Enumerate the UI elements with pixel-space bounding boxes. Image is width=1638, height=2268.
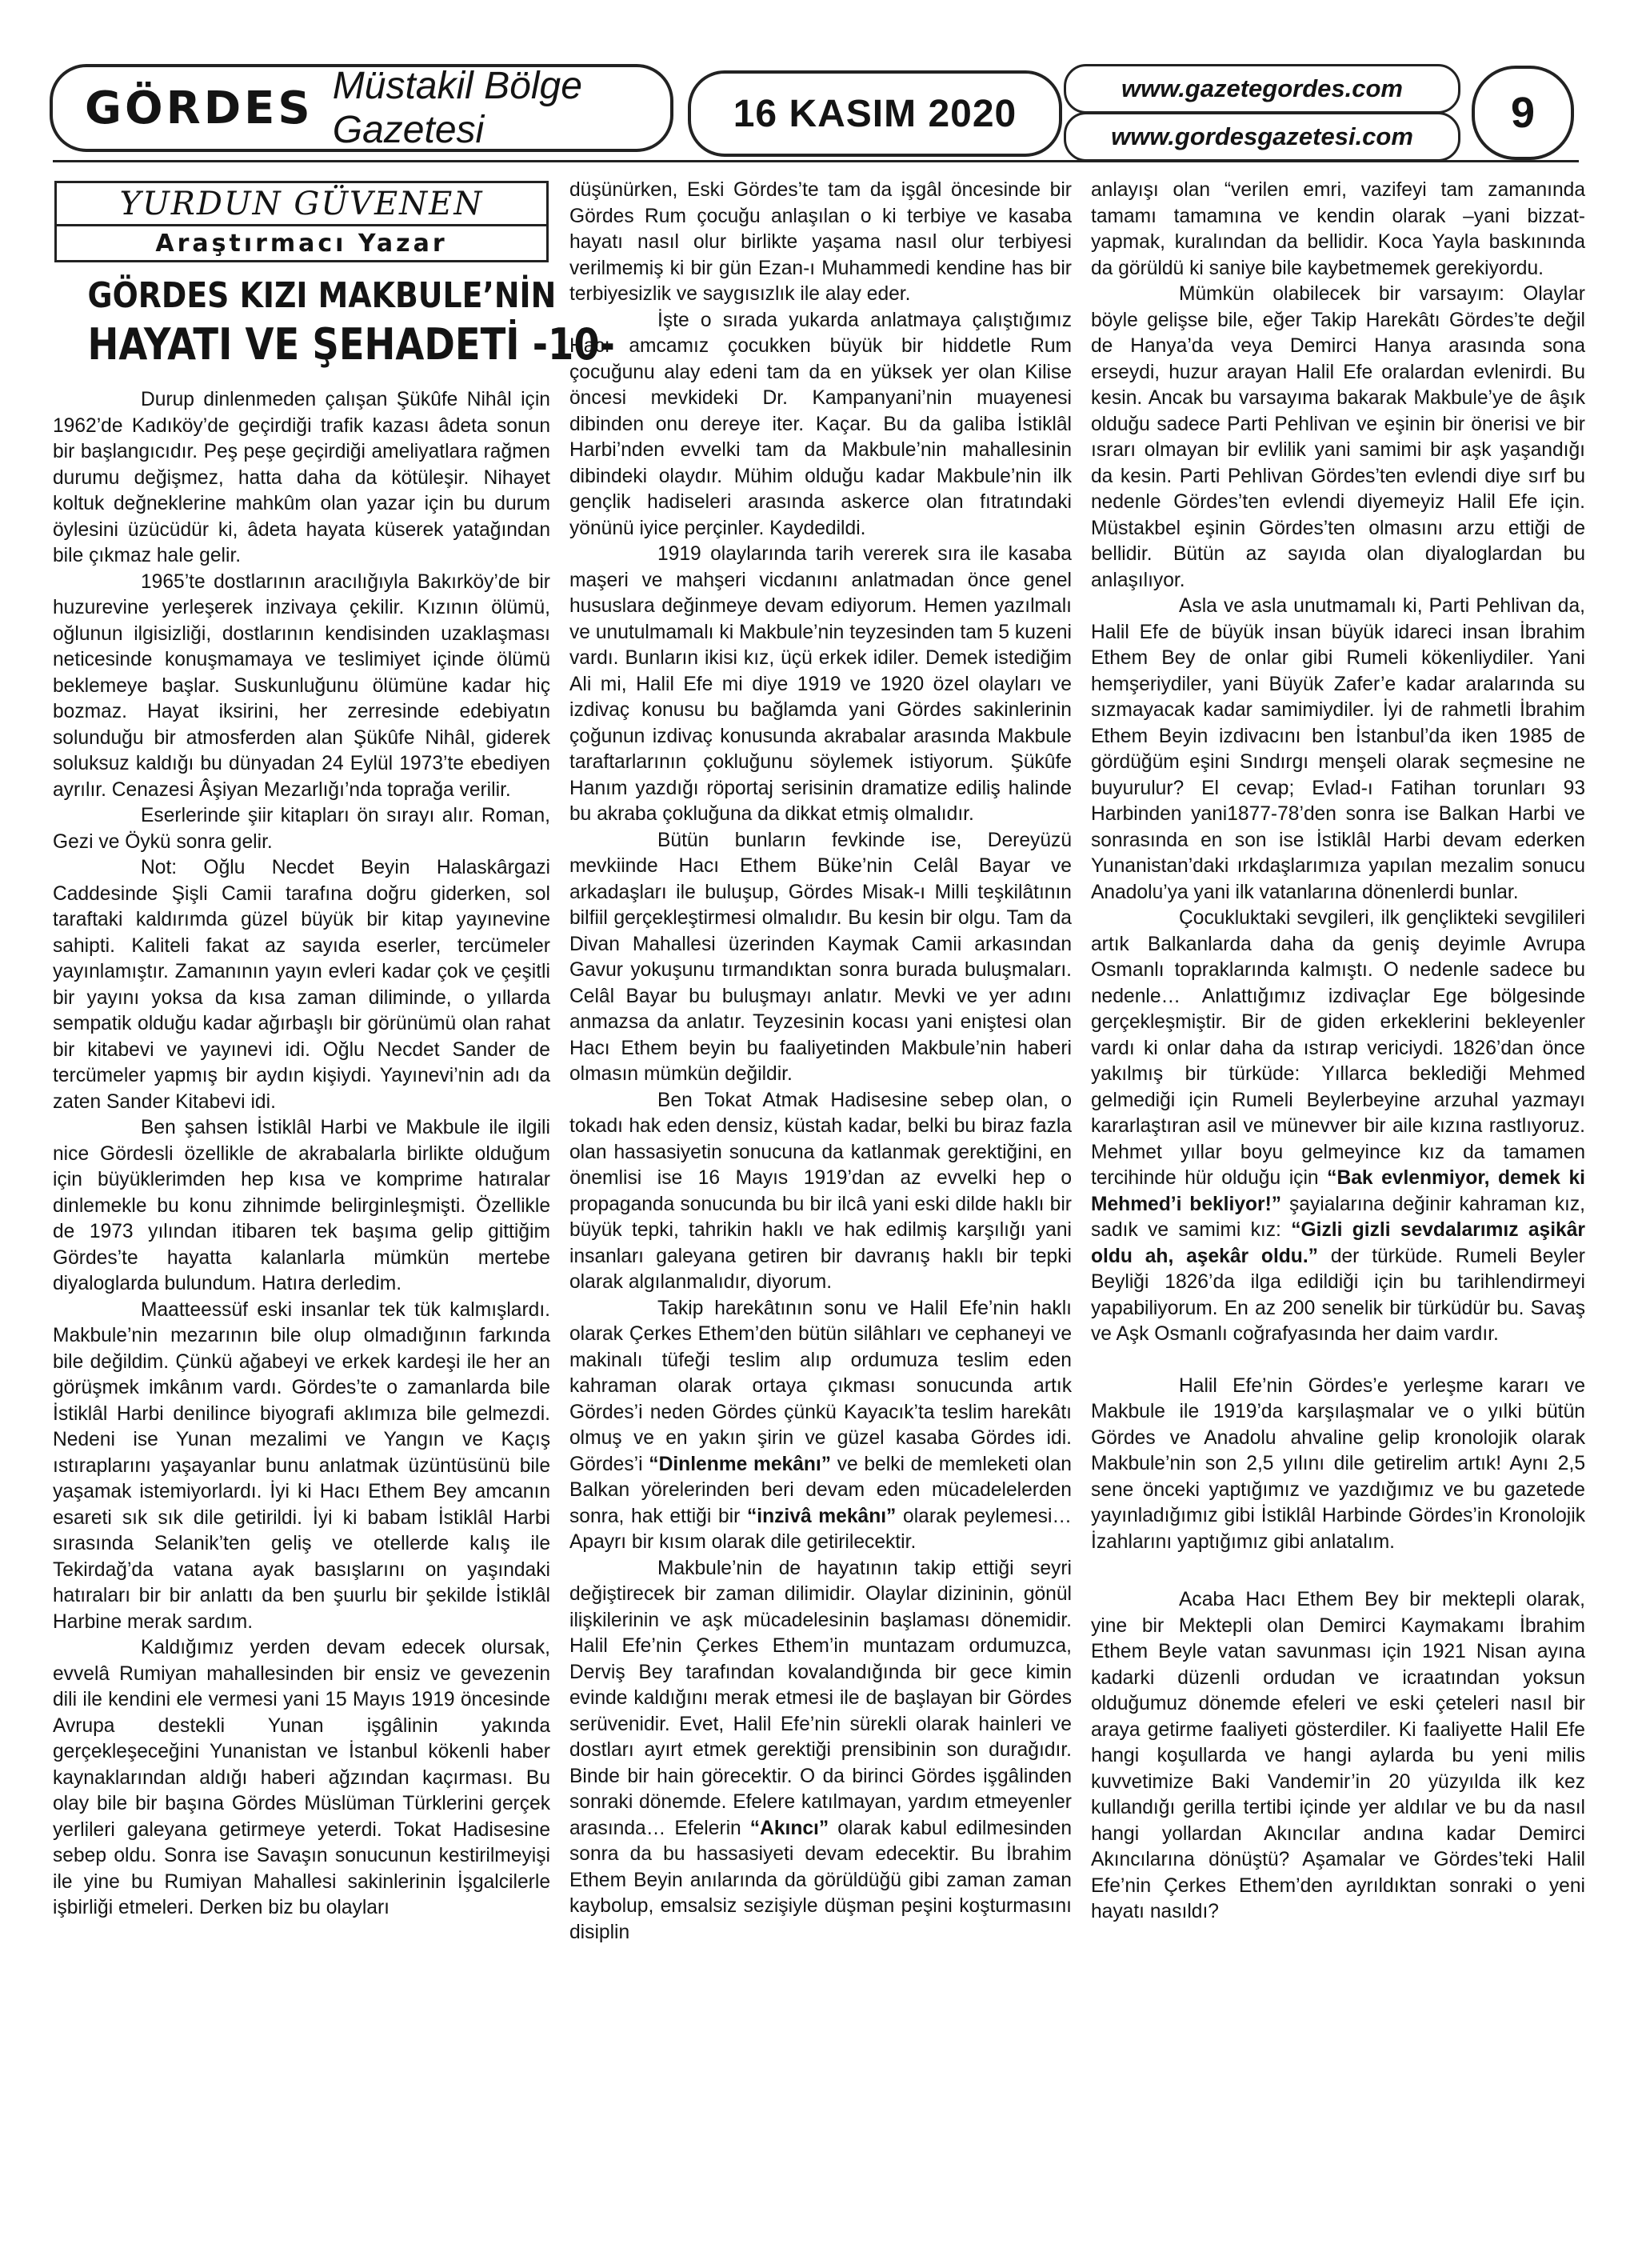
author-box: [54, 181, 549, 262]
bold-quote: “Bak evlenmiyor, demek ki Mehmed’i bekliyor!”: [1091, 1167, 1585, 1215]
paragraph: İşte o sırada yukarda anlatmaya çalıştığımız Hacı amcamız çocukken büyük bir hiddetle Rum çocuğunu alay edeni tam da en yüksek yer olan Kilise öncesi mevkideki Dr. Kampanyani’nin muayenesi dibinden onu dereye iter. Kaçar. Bu da galiba İstiklâl Harbi’nden evvelki tam da Makbule’nin mahallesinin dibindeki olaydır. Mühim olduğu kadar Makbule’nin ilk gençlik hadiseleri arasında askerce olan fıtratındaki yönünü iyice perçinler. Kaydedildi.: [569, 309, 1072, 539]
paragraph: Mümkün olabilecek bir varsayım: Olaylar böyle gelişse bile, eğer Takip Harekâtı Gördes’te değil de Hanya’da veya Demirci Hanya arasında sona erseydi, huzur arayan Halil Efe oralardan evlenirdi. Bu kesin. Ancak bu varsayıma bakarak Makbule’ye de âşık olduğu sadece Parti Pehlivan ve eşinin bir önerisi ve bir ısrarı olmayan bir evlilik yani samimi bir aşk yaşandığı da kesin. Parti Pehlivan Gördes’ten evlendi diye sırf bu nedenle Gördes’ten evlendi diyemeyiz Halil Efe için. Müstakbel eşinin Gördes’ten olmasını arzu ettiği de bellidir. Bütün az sayıda olan diyaloglardan bu anlaşılıyor.: [1091, 283, 1585, 591]
bold-quote: “Gizli gizli sevdalarımız aşikâr oldu ah, aşekâr oldu.”: [1091, 1219, 1585, 1267]
paragraph: Takip harekâtının sonu ve Halil Efe’nin haklı olarak Çerkes Ethem’den bütün silâhları ve cephaneyi ve makinalı tüfeği teslim alıp ordumuza teslim eden kahraman olarak ortaya çıkması sonucunda artık Gördes’i neden Gördes çünkü Kayacık’ta teslim harekâtı olmuş ve en yakın şirin ve güzel kasaba Gördes idi. Gördes’i “Dinlenme mekânı” ve belki de memleketi olan Balkan yörelerinden beri devam eden mücadelelerden sonra, hak ettiği bir “inzivâ mekânı” olarak peylemesi… Apayrı bir kısım olarak dile getirilecektir.: [569, 1297, 1073, 1553]
paragraph: Acaba Hacı Ethem Bey bir mektepli olarak, yine bir Mektepli olan Demirci Kaymakamı İbrahim Ethem Beyle vatan savunması için 1921 Nisan ayına kadarki düzenli ordudan ve icraatından yoksun olduğumuz dönemde efeleri ve eski çeteleri nasıl bir araya getirme faaliyeti gösterdiler. Ki faaliyette Halil Efe hangi koşullarda ve hangi aylarda bu yeni milis kuvvetimize Baki Vandemir’in 20 yüzyılda ilk kez kullandığı gerilla tertibi içinde yer aldılar ve bu da nasıl hangi yollardan Akıncılar andına kadar Demirci Akıncılarına dönüştü? Aşamalar ve Gördes’teki Halil Efe’nin Çerkes Ethem’den ayrıldıktan sonraki o yeni hayatı nasıldı?: [1091, 1589, 1585, 1922]
paragraph: anlayışı olan “verilen emri, vazifeyi tam zamanında tamamı tamamına ve kendin olarak –yani bizzat- yapmak, kuralından da bellidir. Koca Yayla baskınında da görüldü ki saniye bile kaybetmemek gerekiyordu.: [1091, 179, 1585, 279]
paragraph: Ben şahsen İstiklâl Harbi ve Makbule ile ilgili nice Gördesli özellikle de akrabalarla birlikte olduğum için büyüklerimden hep kısa ve komprime hatıralar dinlemekle bu konu zihnimde belirginleşmişti. Özellikle de 1973 yılından itibaren tek başıma gelip gittiğim Gördes’te hayatta kalanlarla mümkün mertebe diyaloglarda bulundum. Hatıra derledim.: [53, 1117, 550, 1294]
paragraph: Halil Efe’nin Gördes’e yerleşme kararı ve Makbule ile 1919’da karşılaşmalar ve o yılki bütün Gördes ve Anadolu ahvaline gelip kronolojik olarak Makbule’nin son 2,5 yılını dile getirelim artık! Aynı 2,5 sene önceki yaptığımız ve yazdığımız ve bu gazetede yayınladığımız gibi İstiklâl Harbinde Gördes’in Kronolojik İzahlarını yaptığımız gibi anlatalım.: [1091, 1374, 1585, 1553]
website-2-text: www.gordesgazetesi.com: [1111, 122, 1413, 150]
paragraph: Bütün bunların fevkinde ise, Dereyüzü mevkiinde Hacı Ethem Büke’nin Celâl Bayar ve arkadaşları ile buluşup, Gördes Misak-ı Milli teşkilâtının bilfiil gerçekleştirmesi olmalıdır. Bu kesin bir olgu. Tam da Divan Mahallesi üzerinden Kaymak Camii arkasından Gavur yokuşunu tırmandıktan sonra burada buluşmaları. Celâl Bayar bu buluşmayı anlatır. Mevki ve yer adını anmazsa da anlatır. Teyzesinin kocası yani eniştesi olan Hacı Ethem beyin bu faaliyetinden Makbule’nin haberi olmasın mümkün değildir.: [569, 829, 1072, 1085]
paragraph: Durup dinlenmeden çalışan Şükûfe Nihâl için 1962’de Kadıköy’de geçirdiği trafik kazası âdeta sonun bir başlangıcıdır. Peş peşe geçirdiği ameliyatlara rağmen durumu değişmez, hatta daha da kötüleşir. Nihayet koltuk değneklerine mahkûm olan yazar için bu durum öylesini üzücüdür ki, âdeta hayata küserek yatağından bile çıkmaz hale gelir.: [53, 389, 550, 566]
article-title-line-2: HAYATI VE ŞEHADETİ -10-: [87, 319, 615, 370]
article-column-2: [569, 178, 1072, 1946]
bold-quote: “Dinlenme mekânı”: [649, 1453, 832, 1475]
paragraph: 1919 olaylarında tarih vererek sıra ile kasaba maşeri ve mahşeri vicdanını anlatmadan önce genel hususlara değinmeye devam ediyorum. Hemen yazılmalı ve unutulmamalı ki Makbule’nin teyzesinden tam 5 kuzeni vardı. Bunların ikisi kız, üçü erkek idiler. Demek istediğim Ali mi, Halil Efe mi diye 1919 ve 1920 özel olayları ve izdivaç konusu bu bağlamda yani Gördes sakinlerinin çoğunun izdivaç konusunda akrabalar arasında Makbule taraftarlarının çokluğunu söylemek istiyorum. Şükûfe Hanım yazdığı röportaj serisinin dramatize ediliş halinde bu akraba çokluğuna da dikkat etmiş olmalıdır.: [569, 543, 1072, 825]
page-number-text: 9: [1510, 89, 1536, 137]
issue-date: [688, 70, 1062, 157]
author-role: Araştırmacı Yazar: [57, 224, 546, 258]
masthead-subtitle: Müstakil Bölge Gazetesi: [332, 65, 582, 151]
article-column-1: [53, 178, 615, 1922]
paragraph: Kaldığımız yerden devam edecek olursak, evvelâ Rumiyan mahallesinden bir ensiz ve gevezenin dili ile kendini ele vermesi yani 15 Mayıs 1919 öncesinde Avrupa destekli Yunan işgâlinin yakında gerçekleşeceğini Yunanistan ve İstanbul kökenli haber kaynaklarından aldığı haberi ağzından kaçırması. Bu olay bile bir başına Gördes Müslüman Türklerini gerçek yerlileri galeyana getirmeye yeterdi. Tokat Hadisesine sebep oldu. Sonra ise Savaşın sonucunun kestirilmeyişi ile yine bu Rumiyan Mahallesi sakinlerinin İşgalcilerle işbirliği etmeleri. Derken biz bu olayları: [53, 1637, 550, 1918]
masthead-brand: GÖRDES: [85, 82, 314, 134]
bold-quote: “inzivâ mekânı”: [746, 1505, 897, 1527]
page-number: [1472, 66, 1574, 160]
paragraph: Not: Oğlu Necdet Beyin Halaskârgazi Caddesinde Şişli Camii tarafına doğru giderken, sol taraftaki kaldırımda güzel büyük bir kitap yayınevine sahipti. Kaliteli fakat az sayıda eserler, tercümeler yayınlamıştır. Zamanının yayın evleri kadar çok ve çeşitli bir yayını yoksa da kısa zaman diliminde, o yıllarda sempatik olduğu kadar ağırbaşlı bir görünümü olan rahat bir kitabevi ve yayınevi idi. Oğlu Necdet Sander de tercümeler yapmış bir aydın kişiydi. Yayınevi’nin adı da zaten Sander Kitabevi idi.: [53, 857, 550, 1113]
website-1-text: www.gazetegordes.com: [1121, 74, 1403, 102]
website-link-2[interactable]: [1064, 112, 1460, 162]
paragraph: düşünürken, Eski Gördes’te tam da işgâl öncesinde bir Gördes Rum çocuğu anlaşılan o ki terbiye ve kasaba hayatı nasıl olur birlikte yaşama nasıl olur terbiyesi verilmemiş ki bir gün Ezan-ı Muhammedi kendine has bir terbiyesizlik ve saygısızlık ile alay eder.: [569, 179, 1072, 305]
issue-date-text: 16 KASIM 2020: [733, 92, 1017, 135]
masthead: [50, 64, 673, 152]
paragraph: Maatteessüf eski insanlar tek tük kalmışlardı. Makbule’nin mezarının bile olup olmadığının farkında bile değildim. Çünkü ağabeyi ve erkek kardeşi ile her an görüşmek imkânım vardı. Gördes’te o zamanlarda bile İstiklâl Harbi denilince biyografi aklımıza bile gelmezdi. Nedeni ise Yunan mezalimi ve Yangın ve Kaçış ıstıraplarını yaşayanlar bunu anlatmak üzüntüsünü bile yaşamak istemiyorlardı. İyi ki Hacı Ethem Bey amcanın esareti sık sık dile getirildi. İyi ki babam İstiklâl Harbi sırasında Selanik’ten geliş ve otellerde kalış ile Tekirdağ’da vatana ayak basışlarını on yaşındaki hatıraları bir bir anlattı da ben şuurlu bir şekilde İstiklâl Harbine merak sardım.: [53, 1298, 550, 1633]
paragraph: Çocukluktaki sevgileri, ilk gençlikteki sevgilileri artık Balkanlarda daha da geniş deyimle Avrupa Osmanlı topraklarında kalmıştı. O nedenle sadece bu nedenle… Anlattığımız izdivaçlar Ege bölgesinde gerçekleşmiştir. Bir de giden erkeklerini bekleyenler vardı ki onlar daha da ıstırap vericiydi. 1826’dan önce yakılmış bir türküde: Yıllarca beklediği Mehmed gelmediği için Rumeli Beylerbeyine arzuhal yazmayı kararlaştıran asil ve münevver bir aile kızına rastlıyoruz. Mehmet yıllar boyu gelmeyince kız da tamamen tercihinde hür olduğu için “Bak evlenmiyor, demek ki Mehmed’i bekliyor!” şayialarına değinir kahraman kız, sadık ve samimi kız: “Gizli gizli sevdalarımız aşikâr oldu ah, aşekâr oldu.” der türküde. Rumeli Beyler Beyliği 1826’da ilga edildiği için bu tarihlendirmeyi yapabiliyorum. En az 200 senelik bir türküdür bu. Savaş ve Aşk Osmanlı coğrafyasında her daim vardır.: [1091, 907, 1586, 1345]
paragraph: 1965’te dostlarının aracılığıyla Bakırköy’de bir huzurevine yerleşerek inzivaya çekilir. Kızının ölümü, oğlunun ilgisizliği, dostlarının kendisinden uzaklaşması neticesinde konuşmamaya ve teslimiyet içinde ölümü beklemeye başlar. Suskunluğunu ölümüne kadar hiç bozmaz. Hayat iksirini, her zerresinde edebiyatın solunduğu bir atmosferden alan Şükûfe Nihâl, giderek soluksuz kaldığı bu dünyadan 24 Eylül 1973’te ebediyen ayrılır. Cenazesi Âşiyan Mezarlığı’nda toprağa verilir.: [53, 570, 550, 801]
paragraph: Asla ve asla unutmamalı ki, Parti Pehlivan da, Halil Efe de büyük insan büyük idareci insan İbrahim Ethem Bey de onlar gibi Rumeli kökenliydiler. Yani hemşeriydiler, yani Büyük Zafer’e kadar aralarında su sızmayacak kadar samimiydiler. İyi de rahmetli İbrahim Ethem Beyin izdivacını ben İstanbul’da iken 1985 de gördüğüm eşini Sındırgı menşeli olarak seçmesine ne buyurulur? El cevap; Evlad-ı Fatihan torunları 93 Harbinden yani1877-78’den sonra ise Balkan Harbi ve sonrasında en son ise İstiklâl Harbi devam ederken Yunanistan’daki ırkdaşlarımıza yapılan mezalim sonucu Anadolu’ya yani ilk vatanlarına dönenlerdi bunlar.: [1091, 595, 1585, 903]
paragraph: Eserlerinde şiir kitapları ön sırayı alır. Roman, Gezi ve Öykü sonra gelir.: [53, 805, 550, 853]
paragraph: Ben Tokat Atmak Hadisesine sebep olan, o tokadı hak eden densiz, küstah kadar, belki bu biraz fazla olan hassasiyetin sonucuna da katlanmak gerektiğini, en önemlisi ise 16 Mayıs 1919’dan az evvelki hep o propaganda sonucunda bu bir ilcâ yani eski dilde haklı bir büyük tepki, tahrikin haklı ve hak edilmiş karşılığı yani insanları galeyana getiren bir davranış haklı bir tepki olarak algılanmalıdır, diyorum.: [569, 1089, 1072, 1293]
paragraph: Makbule’nin de hayatının takip ettiği seyri değiştirecek bir zaman dilimidir. Olaylar dizininin, gönül ilişkilerinin ve aşk mücadelesinin başlaması dönemidir. Halil Efe’nin Çerkes Ethem’in muntazam ordumuzca, Derviş Bey tarafından kovalandığında bir gece kimin evinde kaldığını merak etmesi ile de başlayan bir Gördes serüvenidir. Evet, Halil Efe’nin sürekli olarak hainleri ve dostları ayırt etmek gerektiği prensibinin son durağıdır. Binde bir hain görecektir. O da birinci Gördes işgâlinden sonraki dönemde. Efelere katılmayan, yardım etmeyenler arasında… Efelerin “Akıncı” olarak kabul edilmesinden sonra da bu hassasiyeti devam edecektir. Bu İbrahim Ethem Beyin anılarında da görüldüğü gibi zaman zaman kaybolup, emsalsiz sezişiyle düşman peşini koşturmasını disiplin: [569, 1557, 1073, 1943]
author-name: YURDUN GÜVENEN: [119, 186, 484, 222]
article-column-3: [1091, 178, 1585, 1926]
website-link-1[interactable]: [1064, 64, 1460, 114]
bold-quote: “Akıncı”: [749, 1817, 829, 1839]
article-title-line-1: GÖRDES KIZI MAKBULE’NİN: [87, 275, 557, 316]
